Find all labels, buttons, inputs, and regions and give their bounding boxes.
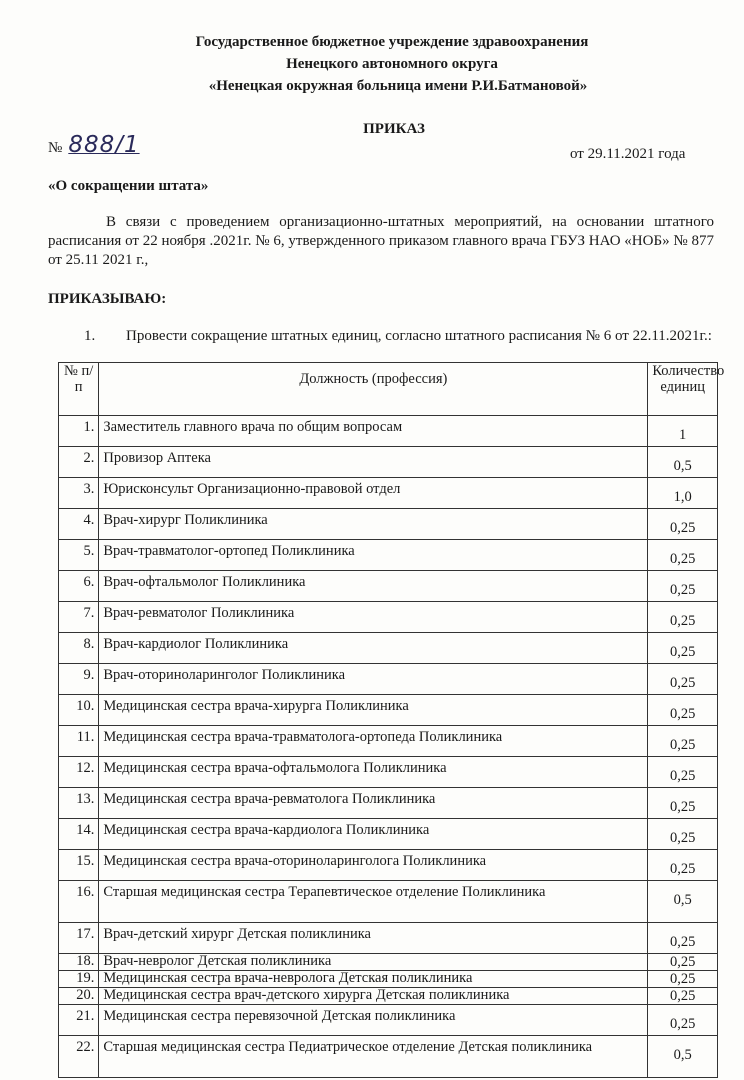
row-position: Врач-ревматолог Поликлиника	[99, 602, 648, 633]
table-row	[59, 602, 718, 633]
row-count: 0,25	[648, 850, 718, 881]
row-count: 0,25	[648, 571, 718, 602]
row-number: 15.	[59, 850, 99, 881]
row-count: 0,25	[648, 602, 718, 633]
row-number: 20.	[59, 988, 99, 1005]
intro-paragraph: В связи с проведением организационно-штатных мероприятий, на основании штатного расписания от 22 ноября .2021г. № 6, утвержденного приказом главного врача ГБУЗ НАО «НОБ» № 877 от 25.11 2021 г.,	[48, 214, 714, 268]
row-position: Медицинская сестра врача-кардиолога Поликлиника	[99, 819, 648, 850]
row-count: 0,25	[648, 757, 718, 788]
row-count: 0,5	[648, 1036, 718, 1078]
row-number: 7.	[59, 602, 99, 633]
row-number: 12.	[59, 757, 99, 788]
number-sign: №	[48, 140, 63, 156]
row-number: 11.	[59, 726, 99, 757]
row-position: Врач-хирург Поликлиника	[99, 509, 648, 540]
row-position: Заместитель главного врача по общим вопросам	[99, 416, 648, 447]
table-header-row	[59, 363, 718, 416]
row-count: 0,25	[648, 726, 718, 757]
row-number: 3.	[59, 478, 99, 509]
table-row	[59, 850, 718, 881]
row-position: Медицинская сестра врача-офтальмолога Поликлиника	[99, 757, 648, 788]
staff-table	[58, 362, 725, 1078]
row-number: 2.	[59, 447, 99, 478]
row-position: Медицинская сестра врача-травматолога-ортопеда Поликлиника	[99, 726, 648, 757]
row-position: Врач-оториноларинголог Поликлиника	[99, 664, 648, 695]
header-position: Должность (профессия)	[99, 363, 648, 416]
row-position: Медицинская сестра врача-невролога Детская поликлиника	[99, 971, 648, 988]
header-num: № п/п	[59, 363, 99, 416]
row-number: 6.	[59, 571, 99, 602]
row-count: 0,25	[648, 1005, 718, 1036]
row-number: 1.	[59, 416, 99, 447]
row-count: 0,25	[648, 633, 718, 664]
row-count: 0,25	[648, 540, 718, 571]
table-row	[59, 478, 718, 509]
row-number: 10.	[59, 695, 99, 726]
table-row	[59, 571, 718, 602]
row-number: 5.	[59, 540, 99, 571]
table-row	[59, 540, 718, 571]
row-position: Юрисконсульт Организационно-правовой отдел	[99, 478, 648, 509]
handwritten-number: 888/1	[68, 132, 140, 158]
row-count: 0,25	[648, 923, 718, 954]
table-row	[59, 1005, 718, 1036]
doc-subject: «О сокращении штата»	[48, 178, 209, 194]
org-line-3: «Ненецкая окружная больница имени Р.И.Батмановой»	[208, 78, 588, 94]
row-position: Медицинская сестра врача-оториноларинголога Поликлиника	[99, 850, 648, 881]
row-count: 1,0	[648, 478, 718, 509]
table-row	[59, 923, 718, 954]
row-position: Врач-травматолог-ортопед Поликлиника	[99, 540, 648, 571]
row-position: Медицинская сестра врача-хирурга Поликлиника	[99, 695, 648, 726]
row-count: 0,25	[648, 988, 718, 1005]
order-word: ПРИКАЗЫВАЮ:	[48, 291, 167, 307]
table-row	[59, 664, 718, 695]
row-number: 4.	[59, 509, 99, 540]
row-count: 0,5	[648, 881, 718, 923]
table-row	[59, 881, 718, 923]
row-position: Старшая медицинская сестра Педиатрическое отделение Детская поликлиника	[99, 1036, 648, 1078]
row-count: 0,25	[648, 788, 718, 819]
org-line-2: Ненецкого автономного округа	[286, 56, 498, 72]
table-row	[59, 447, 718, 478]
row-number: 22.	[59, 1036, 99, 1078]
row-position: Врач-детский хирург Детская поликлиника	[99, 923, 648, 954]
row-position: Врач-кардиолог Поликлиника	[99, 633, 648, 664]
table-row	[59, 954, 718, 971]
table-row	[59, 416, 718, 447]
table-row	[59, 509, 718, 540]
row-number: 18.	[59, 954, 99, 971]
header-count: Количество единиц	[648, 363, 718, 416]
table-row	[59, 726, 718, 757]
row-count: 0,25	[648, 819, 718, 850]
row-number: 17.	[59, 923, 99, 954]
row-position: Врач-офтальмолог Поликлиника	[99, 571, 648, 602]
table-row	[59, 971, 718, 988]
row-count: 0,25	[648, 971, 718, 988]
row-number: 13.	[59, 788, 99, 819]
row-count: 0,25	[648, 509, 718, 540]
row-count: 0,25	[648, 664, 718, 695]
row-number: 21.	[59, 1005, 99, 1036]
row-count: 0,5	[648, 447, 718, 478]
row-number: 9.	[59, 664, 99, 695]
row-position: Старшая медицинская сестра Терапевтическое отделение Поликлиника	[99, 881, 648, 923]
row-position: Медицинская сестра перевязочной Детская поликлиника	[99, 1005, 648, 1036]
row-position: Медицинская сестра врач-детского хирурга Детская поликлиника	[99, 988, 648, 1005]
table-row	[59, 757, 718, 788]
doc-number	[48, 132, 140, 158]
row-count: 0,25	[648, 954, 718, 971]
row-number: 8.	[59, 633, 99, 664]
doc-title: ПРИКАЗ	[363, 121, 425, 137]
table-row	[59, 819, 718, 850]
item-1	[48, 328, 714, 345]
org-line-1: Государственное бюджетное учреждение здравоохранения	[195, 34, 589, 50]
table-row	[59, 1036, 718, 1078]
row-number: 19.	[59, 971, 99, 988]
doc-date: от 29.11.2021 года	[570, 146, 686, 162]
row-count: 1	[648, 416, 718, 447]
row-number: 16.	[59, 881, 99, 923]
row-count: 0,25	[648, 695, 718, 726]
item-1-number: 1.	[84, 328, 96, 344]
table-row	[59, 788, 718, 819]
row-number: 14.	[59, 819, 99, 850]
row-position: Медицинская сестра врача-ревматолога Поликлиника	[99, 788, 648, 819]
row-position: Врач-невролог Детская поликлиника	[99, 954, 648, 971]
row-position: Провизор Аптека	[99, 447, 648, 478]
item-1-text: Провести сокращение штатных единиц, согласно штатного расписания № 6 от 22.11.2021г.:	[126, 328, 712, 344]
table-row	[59, 988, 718, 1005]
table-row	[59, 633, 718, 664]
table-row	[59, 695, 718, 726]
